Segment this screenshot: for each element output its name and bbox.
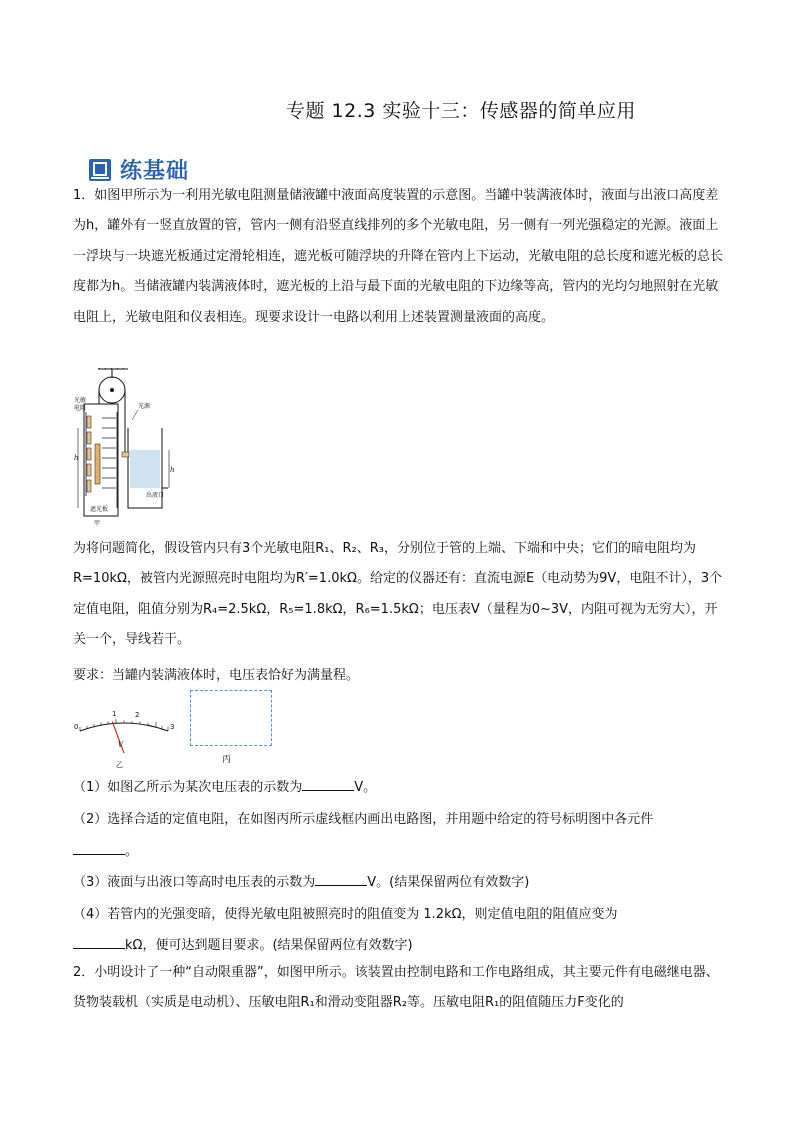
tick-1: 1: [112, 710, 117, 718]
q1-sub4-answer: kΩ，便可达到题目要求。(结果保留两位有效数字): [73, 934, 413, 953]
q2-text: 2．小明设计了一种“自动限重器”，如图甲所示。该装置由控制电路和工作电路组成，其主要元件有电磁继电器、货物装载机（实质是电动机）、压敏电阻R₁和滑动变阻器R₂等。压敏电阻R₁的阻值随压力F变化的: [73, 965, 719, 1011]
figure-yi-voltmeter: [72, 707, 180, 771]
q1-sub2: （2）选择合适的定值电阻，在如图丙所示虚线框内画出电路图，并用题中给定的符号标明图中各元件: [73, 812, 654, 827]
voltmeter-unit: V: [118, 741, 124, 749]
label-shade: 遮光板: [90, 506, 109, 513]
q1-sub1: （1）如图乙所示为某次电压表的示数为 V。: [73, 776, 376, 795]
label-light: 光源: [138, 403, 151, 410]
caption-jia: 甲: [94, 520, 101, 527]
q1-sub3: （3）液面与出液口等高时电压表的示数为 V。(结果保留两位有效数字): [73, 871, 529, 890]
blank-2[interactable]: [73, 841, 125, 855]
q1-requirement: 要求：当罐内装满液体时，电压表恰好为满量程。: [73, 668, 360, 683]
tick-2: 2: [135, 711, 140, 719]
blank-4[interactable]: [73, 935, 125, 949]
label-outlet: 出液口: [146, 492, 165, 499]
svg-text:电阻: 电阻: [74, 405, 87, 412]
caption-yi: 乙: [116, 761, 123, 769]
caption-bing: 丙: [222, 755, 232, 765]
figure-bing-box: [190, 690, 272, 746]
label-h-left: h: [74, 454, 79, 462]
blank-3[interactable]: [315, 872, 367, 886]
q1-intro: 1．如图甲所示为一利用光敏电阻测量储液罐中液面高度装置的示意图。当罐中装满液体时，液面与出液口高度差为h，罐外有一竖直放置的管，管内一侧有沿竖直线排列的多个光敏电阻，另一侧有一列光强稳定的光源。液面上一浮块与一块遮光板通过定滑轮相连，遮光板可随浮块的升降在管内上下运动，光敏电阻的总长度和遮光板的总长度都为h。当储液罐内装满液体时，遮光板的上沿与最下面的光敏电阻的下边缘等高，管内的光均匀地照射在光敏电阻上，光敏电阻和仪表相连。现要求设计一电路以利用上述装置测量液面的高度。: [73, 188, 724, 325]
book-icon: [88, 158, 112, 182]
label-h-right: h: [170, 466, 175, 474]
section-label: 练基础: [120, 159, 190, 184]
q1-sub4: （4）若管内的光强变暗，使得光敏电阻被照亮时的阻值变为 1.2kΩ，则定值电阻的阻值应变为: [73, 907, 618, 922]
tick-3: 3: [170, 723, 175, 731]
q1-conditions: 为将问题简化，假设管内只有3个光敏电阻R₁、R₂、R₃，分别位于管的上端、下端和中央；它们的暗电阻均为R=10kΩ，被管内光源照亮时电阻均为R′=1.0kΩ。给定的仪器还有：直流电源E（电动势为9V，电阻不计），3个定值电阻，阻值分别为R₄=2.5kΩ，R₅=1.8kΩ，R₆=1.5kΩ；电压表V（量程为0~3V，内阻可视为无穷大），开关一个，导线若干。: [73, 541, 723, 648]
page-title: 专题 12.3 实验十三：传感器的简单应用: [286, 100, 636, 122]
svg-text:光敏: 光敏: [74, 397, 87, 404]
q1-sub2-answer: 。: [73, 840, 138, 859]
blank-1[interactable]: [302, 777, 354, 791]
tick-0: 0: [74, 723, 79, 731]
figure-jia: [72, 368, 176, 528]
